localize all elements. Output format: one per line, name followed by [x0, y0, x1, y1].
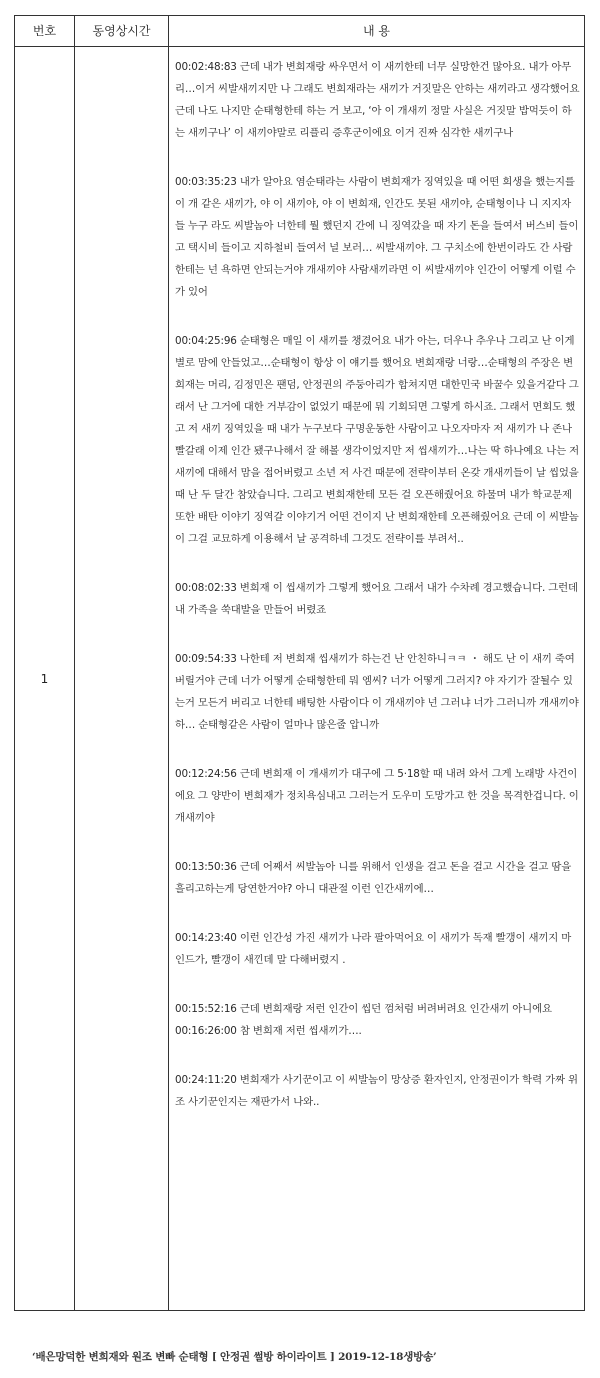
- entry-text: 00:13:50:36 근데 어째서 씨발놈아 니를 위해서 인생을 걸고 돈을 걸고 시간을 걸고 땀을 흘리고하는게 당연한거야? 아니 대관절 이런 인간새끼에…: [175, 861, 572, 895]
- header-video-time: 동영상시간: [92, 24, 151, 38]
- row-number: 1: [40, 671, 49, 686]
- entry-text: 00:04:25:96 순태형은 매일 이 새끼를 챙겼어요 내가 아는, 더우나 추우나 그리고 난 이게 별로 맘에 안들었고…순태형이 항상 이 얘기를 했어요 변희재랑 너랑…순태형의 주장은 변희재는 머리, 김정민은 팬덤, 안정권의 주둥아리가 합쳐지면 대한민국 바꿀수 있을거같다 그래서 난 그거에 대한 거부감이 없었기 때문에 뭐 기회되면 그렇게 하시죠. 그래서 면회도 했고 저 새끼 징역있을 때 내가 누구보다 구명운동한 사람이고 나오자마자 저 새끼가 나 존나 빨갈래 이제 인간 됐구나해서 잘 해볼 생각이었지만 저 씹새끼가…나는 딱 하나예요 나는 저 새끼에 대해서 맘을 접어버렸고 소년 저 사건 때문에 전략이부터 온갖 개새끼들이 날 씹었을 때 난 두 달간 참았습니다. 그리고 변희재한테 모든 걸 오픈해줬어요 하물며 내가 학교문제 또한 배탄 이야기 징역갈 이야기거 어떤 건이지 난 변희재한테 오픈해줬어요 근데 이 씨발놈이 그걸 교묘하게 이용해서 날 공격하네 그것도 전략이를 부려서..: [175, 335, 580, 545]
- transcript-entry: [172, 171, 580, 303]
- transcript-entry: [172, 648, 580, 736]
- video-caption: ‘배은망덕한 변희재와 원조 변빠 순태형 [ 안정권 썰방 하이라이트 ] 2019-12-18생방송’: [32, 1351, 437, 1363]
- content-cell: [172, 56, 580, 1140]
- transcript-entry: [172, 998, 580, 1042]
- transcript-entry: [172, 577, 580, 621]
- transcript-entry: [172, 1069, 580, 1113]
- entry-text: 00:15:52:16 근데 변희재랑 저런 인간이 씹던 껌처럼 버려버려요 인간새끼 아니에요 00:16:26:00 참 변희재 저런 씹새끼가….: [175, 1003, 552, 1037]
- entry-text: 00:03:35:23 내가 알아요 염순태라는 사람이 변희재가 징역있을 때 어떤 희생을 했는지를 이 개 같은 새끼가, 야 이 새끼야, 야 이 변희재, 인간도 못된 새끼야, 순태형이나 니 지지자들 누구 라도 씨발놈아 너한테 뭘 했던지 간에 니 징역갔을 때 자기 돈을 들여서 버스비 들이고 택시비 들이고 지하철비 들여서 널 보러… 씨발새끼야. 그 구치소에 한번이라도 간 사람한테는 넌 욕하면 안되는거야 개새끼야 사람새끼라면 이 씨발새끼야 인간이 어떻게 이럴 수가 있어: [175, 176, 579, 298]
- transcript-entry: [172, 56, 580, 144]
- entry-text: 00:08:02:33 변희재 이 씹새끼가 그렇게 했어요 그래서 내가 수차례 경고했습니다. 그런데 내 가족을 쑥대발을 만들어 버렸죠: [175, 582, 578, 616]
- transcript-table: [14, 15, 585, 1311]
- transcript-entry: [172, 330, 580, 550]
- column-divider: [168, 16, 169, 1310]
- transcript-entry: [172, 763, 580, 829]
- header-divider: [15, 46, 584, 47]
- column-divider: [74, 16, 75, 1310]
- transcript-entry: [172, 856, 580, 900]
- header-number: 번호: [32, 24, 57, 38]
- entry-text: 00:02:48:83 근데 내가 변희재랑 싸우면서 이 새끼한테 너무 실망한건 많아요. 내가 아무리…이거 씨발새끼지만 나 그래도 변희재라는 새끼가 거짓말은 안하는 새끼라고 생각했어요 근데 나도 나지만 순태형한테 하는 거 보고, ‘아 이 개새끼 정말 사실은 거짓말 밥먹듯이 하는 새끼구나’ 이 새끼야말로 리플리 증후군이에요 이거 진짜 심각한 새끼구나: [175, 61, 580, 139]
- entry-text: 00:14:23:40 이런 인간성 가진 새끼가 나라 팔아먹어요 이 새끼가 독재 빨갱이 새끼지 마인드가, 빨갱이 새낀데 말 다해버렸지 .: [175, 932, 572, 966]
- transcript-entry: [172, 927, 580, 971]
- entry-text: 00:24:11:20 변희재가 사기꾼이고 이 씨발놈이 망상증 환자인지, 안정권이가 학력 가짜 위조 사기꾼인지는 재판가서 나와..: [175, 1074, 578, 1108]
- header-content: 내 용: [363, 24, 390, 38]
- entry-text: 00:12:24:56 근데 변희재 이 개새끼가 대구에 그 5·18할 때 내려 와서 그게 노래방 사건이에요 그 양반이 변희재가 정치욕심내고 그러는거 도우미 도망가고 한 것을 목격한겁니다. 이 개새끼야: [175, 768, 579, 824]
- entry-text: 00:09:54:33 나한테 저 변희재 씹새끼가 하는건 난 안친하니ㅋㅋ ・ 해도 난 이 새끼 죽여버릴거야 근데 너가 어떻게 순태형한테 뭐 엠씨? 너가 어떻게 그러지? 야 자기가 잘될수 있는거 모든거 버리고 너한테 배팅한 사람이다 이 개새끼야 넌 그러냐 너가 그러니까 개새끼야 하… 순태형같은 사람이 얼마나 많은줄 압니까: [175, 653, 579, 731]
